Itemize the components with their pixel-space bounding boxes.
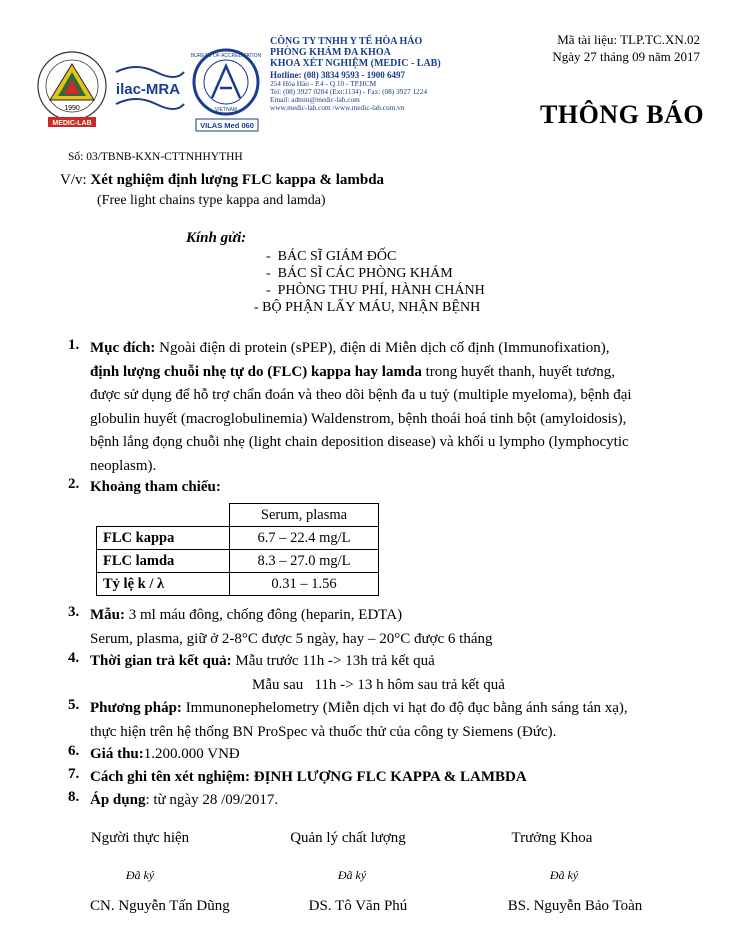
lab-name: KHOA XÉT NGHIỆM (MEDIC - LAB) [270, 58, 441, 70]
reference-range-table [96, 503, 379, 596]
clinic-name: PHÒNG KHÁM ĐA KHOA [270, 47, 391, 59]
section-5-text1: Immunonephelometry (Miễn dịch vi hạt đo độ đục bằng ánh sáng tán xạ), [181, 700, 628, 716]
websites: www.medic-lab.com /www.medic-lab.com.vn [270, 103, 405, 113]
section-8-label: Áp dụng [90, 792, 146, 808]
section-1 [90, 337, 702, 478]
section-5-text2: thực hiện trên hệ thống BN ProSpec và thuốc thử của công ty Siemens (Đức). [90, 723, 557, 740]
accreditation-logos [36, 48, 264, 136]
ilac-text: ilac-MRA [115, 81, 181, 98]
subject-line [60, 172, 384, 189]
bureau-text: BUREAU OF ACCREDITATION [190, 53, 262, 59]
signature-name: CN. Nguyễn Tấn Dũng [90, 898, 230, 914]
hotline: Hotline: (08) 3834 9593 - 1900 6497 [270, 69, 405, 80]
section-1-text6: neoplasm). [90, 457, 157, 474]
section-4-number: 4. [68, 650, 80, 666]
reference-number: Số: 03/TBNB-KXN-CTTNHHYTHH [68, 151, 243, 163]
vietnam-text: VIETNAM [214, 107, 238, 113]
section-4-text1: Mẫu trước 11h -> 13h trả kết quả [231, 653, 435, 669]
medic-lab-logo [38, 52, 106, 127]
section-5-number: 5. [68, 697, 80, 713]
table-row-label: Tỷ lệ k / λ [97, 573, 230, 596]
section-3 [90, 604, 702, 651]
section-4-label: Thời gian trả kết quả: [90, 653, 232, 669]
section-5-label: Phương pháp: [90, 700, 182, 716]
table-row-value: 0.31 – 1.56 [230, 573, 379, 596]
section-4 [90, 650, 702, 697]
subject-text: Xét nghiệm định lượng FLC kappa & lambda [90, 172, 385, 188]
section-3-number: 3. [68, 604, 80, 620]
section-6 [90, 743, 702, 767]
section-1-text2: trong huyết thanh, huyết tương, [421, 363, 615, 380]
section-8-number: 8. [68, 789, 80, 805]
section-1-text5: bệnh lắng đọng chuỗi nhẹ (light chain deposition disease) và khối u lympho (lymphocytic [90, 434, 629, 450]
company-info [270, 36, 485, 112]
table-row [97, 573, 379, 596]
signature-mark: Đã ký [549, 868, 579, 882]
address: 254 Hòa Hảo - P.4 - Q.10 - TP.HCM [270, 78, 377, 88]
ilac-mra-logo [112, 58, 184, 116]
table-row-value: 6.7 – 22.4 mg/L [230, 527, 379, 550]
section-5 [90, 697, 702, 744]
page-title: THÔNG BÁO [540, 100, 705, 129]
company-name: CÔNG TY TNHH Y TẾ HÒA HẢO [270, 36, 423, 47]
vilas-text: VILAS Med 060 [200, 121, 254, 130]
logo-group [36, 48, 264, 136]
section-7 [90, 766, 702, 790]
table-row-value: 8.3 – 27.0 mg/L [230, 550, 379, 573]
section-2-label: Khoảng tham chiếu: [90, 479, 221, 495]
bureau-accreditation-logo [191, 50, 262, 131]
recipient-item: - PHÒNG THU PHÍ, HÀNH CHÁNH [266, 282, 485, 299]
recipient-item: - BÁC SĨ CÁC PHÒNG KHÁM [266, 265, 485, 282]
medic-lab-label-text: MEDIC-LAB [52, 120, 92, 127]
subject-english: (Free light chains type kappa and lamda) [97, 193, 326, 208]
section-1-label: Mục đích: [90, 340, 156, 356]
section-6-label: Giá thu: [90, 746, 144, 762]
section-3-text1: 3 ml máu đông, chống đông (heparin, EDTA) [125, 607, 403, 623]
signature-name: BS. Nguyễn Bảo Toàn [507, 898, 643, 914]
recipient-item: - BỘ PHẬN LẤY MÁU, NHẬN BỆNH [254, 299, 485, 316]
recipient-item: - BÁC SĨ GIÁM ĐỐC [266, 248, 485, 265]
section-8-text: : từ ngày 28 /09/2017. [145, 792, 279, 808]
signature-role: Trưởng Khoa [511, 830, 593, 846]
table-header: Serum, plasma [230, 504, 379, 527]
table-row-label: FLC lamda [97, 550, 230, 573]
table-header-row [97, 504, 379, 527]
document-code: Mã tài liệu: TLP.TC.XN.02 [557, 32, 700, 47]
document-meta [552, 32, 700, 66]
section-3-text2: Serum, plasma, giữ ở 2-8°C được 5 ngày, hay – 20°C được 6 tháng [90, 630, 493, 647]
table-row-label: FLC kappa [97, 527, 230, 550]
section-6-number: 6. [68, 743, 80, 759]
section-1-text4: globulin huyết (macroglobulinemia) Waldenstrom, bệnh thoái hoá tinh bột (amyloidosis), [90, 410, 627, 427]
signature-mark: Đã ký [337, 868, 367, 882]
table-row [97, 527, 379, 550]
section-3-label: Mẫu: [90, 607, 125, 623]
section-1-number: 1. [68, 337, 80, 353]
section-6-text: 1.200.000 VNĐ [143, 746, 240, 762]
section-8 [90, 789, 702, 813]
table-row [97, 550, 379, 573]
section-1-bold2: định lượng chuỗi nhẹ tự do (FLC) kappa hay lamda [90, 363, 422, 380]
recipient-list [262, 248, 485, 316]
signature-role: Người thực hiện [90, 830, 190, 846]
section-7-label: Cách ghi tên xét nghiệm: [90, 769, 250, 785]
tel-fax: Tel: (08) 3927 0284 (Ext:1134) - Fax: (08) 3927 1224 [270, 86, 428, 96]
section-1-text1: Ngoài điện di protein (sPEP), điện di Miễn dịch cố định (Immunofixation), [155, 340, 610, 356]
section-7-number: 7. [68, 766, 80, 782]
table-empty-cell [97, 504, 230, 527]
greeting: Kính gửi: [186, 230, 247, 246]
section-7-text: ĐỊNH LƯỢNG FLC KAPPA & LAMBDA [250, 769, 527, 785]
section-1-text3: được sử dụng để hỗ trợ chẩn đoán và theo dõi bệnh đa u tuỷ (multiple myeloma), bệnh đại [90, 387, 632, 403]
signature-mark: Đã ký [125, 868, 155, 882]
medic-lab-year-text: 1990 [64, 105, 80, 112]
subject-prefix: V/v: [60, 172, 91, 188]
email: Email: admin@medic-lab.com [270, 94, 360, 104]
section-4-text2: Mẫu sau 11h -> 13 h hôm sau trả kết quả [252, 676, 505, 693]
signature-name: DS. Tô Văn Phú [308, 898, 408, 914]
signature-role: Quản lý chất lượng [290, 830, 406, 846]
section-2-number: 2. [68, 476, 80, 492]
document-date: Ngày 27 tháng 09 năm 2017 [552, 48, 700, 64]
